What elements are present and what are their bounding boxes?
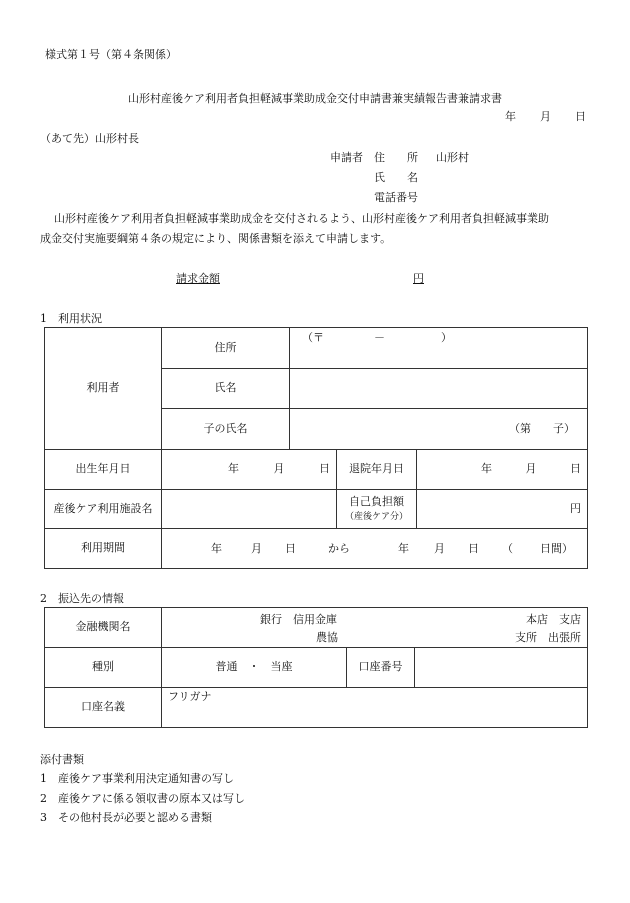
- account-number-label: 口座番号: [347, 648, 415, 688]
- postal-dash: －: [374, 331, 385, 344]
- postal-open: （〒: [302, 331, 324, 344]
- self-pay-sub: （産後ケア分）: [344, 511, 408, 522]
- bank-cell[interactable]: [162, 608, 588, 648]
- attachment-item: 3 その他村長が必要と認める書類: [40, 811, 212, 824]
- period-day1: 日: [285, 541, 296, 555]
- facility-label: 産後ケア利用施設名: [45, 490, 162, 529]
- date-day: 日: [575, 110, 586, 123]
- branch-2: 支所 出張所: [515, 630, 582, 644]
- period-month2: 月: [434, 541, 445, 555]
- birth-day: 日: [319, 462, 330, 476]
- applicant-label: 申請者: [330, 151, 363, 164]
- period-days: 日間）: [540, 541, 573, 555]
- body-text-line2: 成金交付実施要綱第４条の規定により、関係書類を添えて申請します。: [40, 232, 392, 245]
- form-title: 山形村産後ケア利用者負担軽減事業助成金交付申請書兼実績報告書兼請求書: [128, 92, 502, 105]
- period-year2: 年: [398, 541, 409, 555]
- form-number: 様式第１号（第４条関係）: [45, 48, 177, 61]
- claim-amount-label: 請求金額: [176, 272, 220, 285]
- birth-date-label: 出生年月日: [45, 450, 162, 490]
- address-label: 住所: [162, 328, 290, 369]
- account-number-cell[interactable]: [415, 648, 588, 688]
- applicant-address-value: 山形村: [436, 151, 469, 164]
- applicant-name-label: 氏 名: [374, 171, 418, 184]
- period-from: から: [328, 541, 350, 555]
- bank-types-2: 農協: [316, 630, 338, 644]
- self-pay-label-cell: [337, 490, 417, 529]
- addressee: （あて先）山形村長: [40, 132, 139, 145]
- discharge-year: 年: [481, 462, 492, 476]
- user-label: 利用者: [45, 328, 162, 450]
- claim-amount-line: [176, 272, 454, 286]
- birth-month: 月: [273, 462, 285, 476]
- attachment-item: 1 産後ケア事業利用決定通知書の写し: [40, 772, 234, 785]
- birth-date-cell[interactable]: [162, 450, 337, 490]
- account-name-cell[interactable]: [162, 688, 588, 728]
- applicant-address-label: 住 所: [374, 151, 418, 164]
- applicant-phone-label: 電話番号: [374, 191, 418, 204]
- name-cell[interactable]: [290, 369, 588, 409]
- address-cell[interactable]: [290, 328, 588, 369]
- date-month: 月: [540, 110, 551, 123]
- furigana-label: フリガナ: [168, 690, 212, 703]
- bank-label: 金融機関名: [45, 608, 162, 648]
- period-paren-open: （: [502, 541, 513, 555]
- branch-1: 本店 支店: [526, 612, 582, 626]
- period-label: 利用期間: [45, 529, 162, 569]
- bank-table: [44, 607, 588, 728]
- self-pay-cell[interactable]: [417, 490, 588, 529]
- usage-table: [44, 327, 588, 569]
- child-order: （第 子）: [509, 421, 576, 435]
- section1-heading: 1 利用状況: [40, 312, 102, 325]
- discharge-day: 日: [570, 462, 581, 476]
- date-year: 年: [505, 110, 516, 123]
- self-pay-unit: 円: [570, 501, 582, 515]
- period-cell[interactable]: [162, 529, 588, 569]
- child-name-label: 子の氏名: [162, 409, 290, 450]
- attachment-item: 2 産後ケアに係る領収書の原本又は写し: [40, 792, 245, 805]
- period-day2: 日: [468, 541, 479, 555]
- account-type-label: 種別: [45, 648, 162, 688]
- bank-types-1: 銀行 信用金庫: [260, 612, 337, 626]
- section2-heading: 2 振込先の情報: [40, 592, 124, 605]
- discharge-date-cell[interactable]: [417, 450, 588, 490]
- discharge-month: 月: [525, 462, 537, 476]
- period-month1: 月: [251, 541, 262, 555]
- discharge-date-label: 退院年月日: [337, 450, 417, 490]
- claim-amount-unit: 円: [413, 272, 424, 285]
- attachments-heading: 添付書類: [40, 753, 84, 766]
- postal-close: ）: [441, 331, 452, 344]
- period-year1: 年: [211, 541, 222, 555]
- birth-year: 年: [228, 462, 239, 476]
- name-label: 氏名: [162, 369, 290, 409]
- facility-cell[interactable]: [162, 490, 337, 529]
- self-pay-label: 自己負担額: [349, 495, 404, 508]
- body-text-line1: 山形村産後ケア利用者負担軽減事業助成金を交付されるよう、山形村産後ケア利用者負担軽減事業助: [54, 212, 549, 225]
- account-name-label: 口座名義: [45, 688, 162, 728]
- child-name-cell[interactable]: [290, 409, 588, 450]
- account-type-options[interactable]: 普通 ・ 当座: [162, 648, 347, 688]
